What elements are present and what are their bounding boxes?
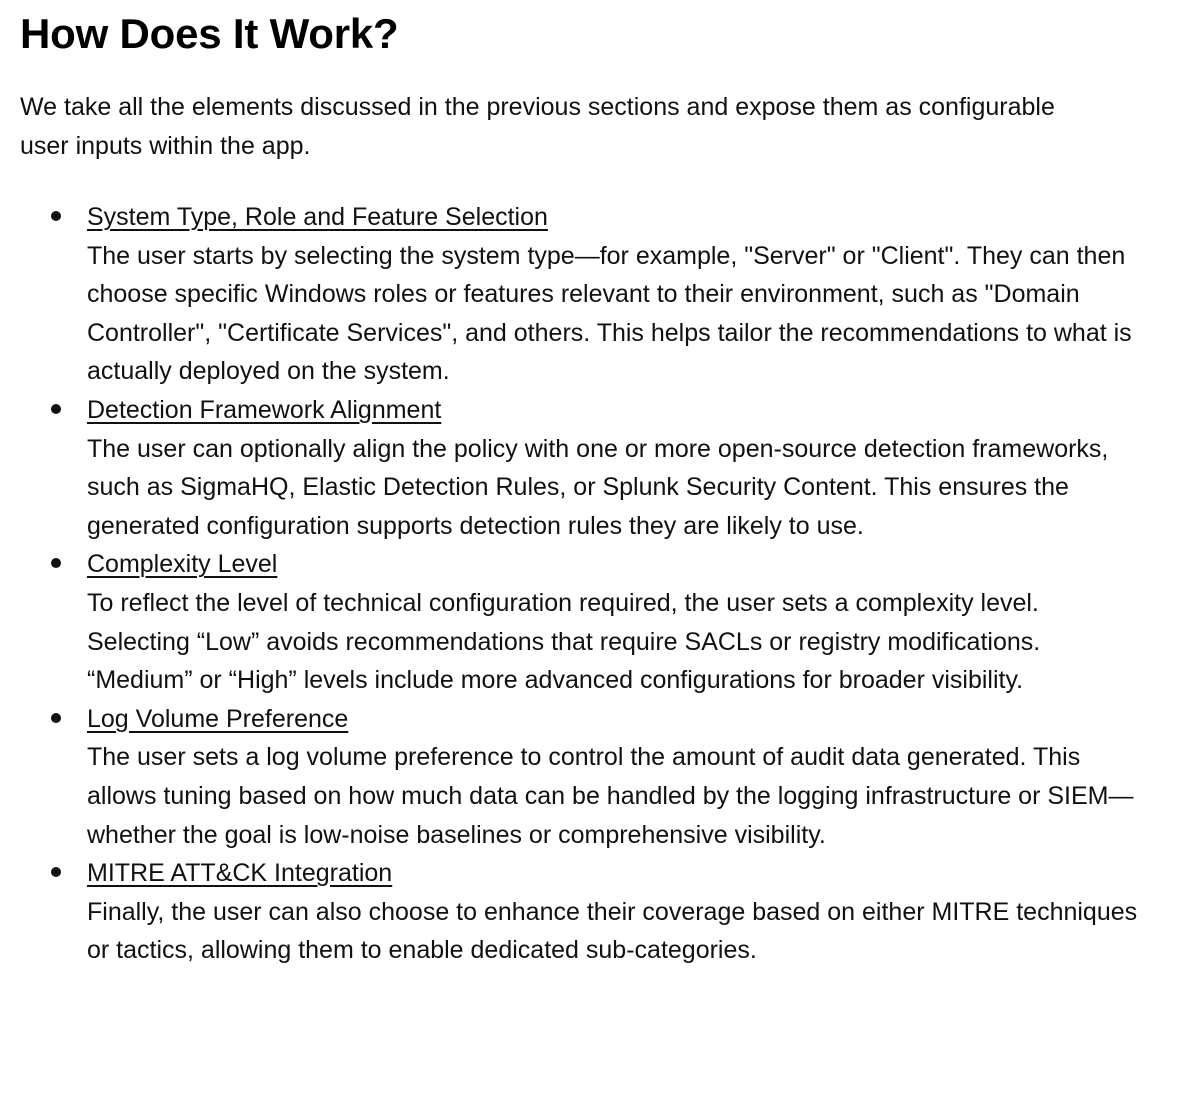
- feature-link-log-volume[interactable]: Log Volume Preference: [87, 704, 349, 733]
- feature-description: The user sets a log volume preference to control the amount of audit data generated. This allows tuning based on how much data can be handled by the logging infrastructure or SIEM—whether the goal is low-noise baselines or comprehensive visibility.: [87, 743, 1134, 849]
- feature-list: [20, 198, 1180, 970]
- page-title: How Does It Work?: [20, 10, 399, 57]
- list-item: [20, 198, 1180, 391]
- bullet-icon: [51, 713, 61, 723]
- bullet-icon: [51, 211, 61, 221]
- feature-description: To reflect the level of technical configuration required, the user sets a complexity level. Selecting “Low” avoids recommendations that require SACLs or registry modifications. “Medium” or “High” levels include more advanced configurations for broader visibility.: [87, 588, 1041, 695]
- list-item: [20, 545, 1180, 699]
- feature-description: The user starts by selecting the system type—for example, "Server" or "Client". They can then choose specific Windows roles or features relevant to their environment, such as "Domain Controller", "Certificate Services", and others. This helps tailor the recommendations to what is actually deployed on the system.: [87, 241, 1132, 386]
- feature-link-system-type[interactable]: System Type, Role and Feature Selection: [87, 203, 548, 231]
- feature-link-detection-framework[interactable]: Detection Framework Alignment: [87, 395, 442, 424]
- feature-link-mitre-attack[interactable]: MITRE ATT&CK Integration: [87, 859, 393, 888]
- list-item: [20, 854, 1180, 970]
- intro-paragraph: We take all the elements discussed in the previous sections and expose them as configurable user inputs within the app.: [20, 93, 1055, 160]
- list-item: [20, 700, 1180, 854]
- bullet-icon: [51, 558, 61, 568]
- list-item: [20, 391, 1180, 545]
- bullet-icon: [51, 867, 61, 877]
- feature-description: Finally, the user can also choose to enhance their coverage based on either MITRE techniques or tactics, allowing them to enable dedicated sub-categories.: [87, 897, 1138, 965]
- feature-description: The user can optionally align the policy with one or more open-source detection frameworks, such as SigmaHQ, Elastic Detection Rules, or Splunk Security Content. This ensures the generated configuration supports detection rules they are likely to use.: [87, 434, 1109, 540]
- feature-link-complexity-level[interactable]: Complexity Level: [87, 550, 278, 579]
- bullet-icon: [51, 404, 61, 414]
